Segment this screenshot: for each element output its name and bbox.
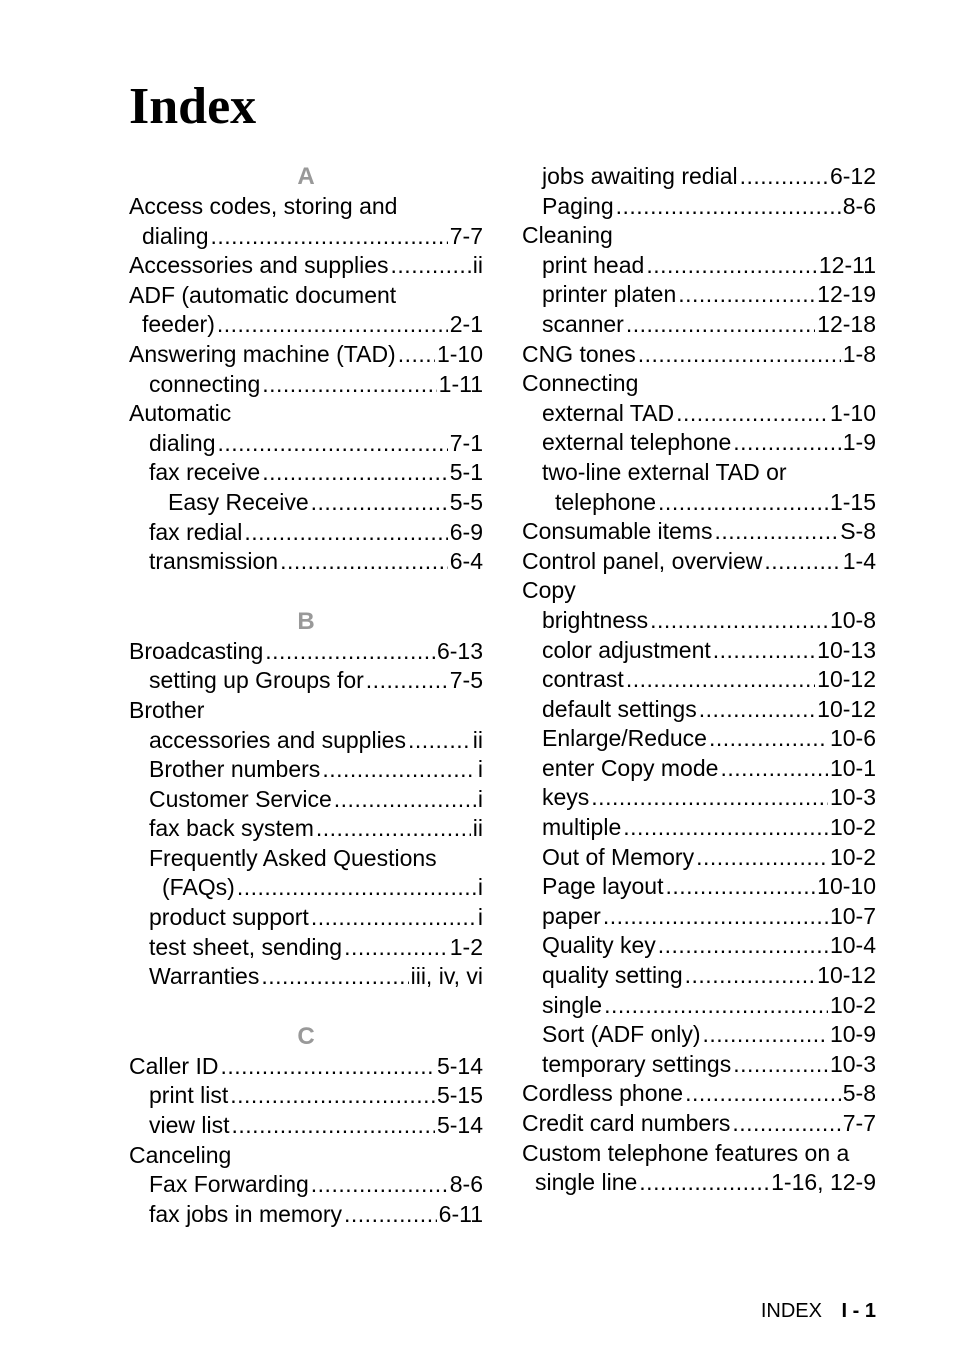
- index-entry-page: 7-1: [449, 429, 483, 456]
- leader-dots: [311, 1170, 448, 1200]
- index-entry-page: ii: [472, 726, 483, 753]
- index-entry-page: S-8: [840, 518, 876, 545]
- index-entry: [522, 636, 876, 666]
- leader-dots: [344, 1200, 437, 1230]
- index-entry: [522, 547, 876, 577]
- index-entry: [522, 280, 876, 310]
- index-entry-label: external TAD: [542, 399, 675, 426]
- index-entry: [129, 755, 483, 785]
- leader-dots: [265, 637, 435, 667]
- index-entry-page: 12-11: [818, 251, 876, 278]
- index-entry-label: fax receive: [149, 459, 261, 486]
- index-entry-label: Caller ID: [129, 1052, 219, 1079]
- index-entry: [129, 1141, 483, 1171]
- index-entry-label: setting up Groups for: [149, 667, 364, 694]
- leader-dots: [638, 340, 841, 370]
- index-entry: [129, 310, 483, 340]
- leader-dots: [709, 724, 828, 754]
- index-entry: [522, 428, 876, 458]
- index-entry-label: Enlarge/Reduce: [542, 725, 707, 752]
- index-entry-label: contrast: [542, 666, 624, 693]
- index-column-right: [522, 162, 876, 1198]
- index-entry-label: enter Copy mode: [542, 754, 719, 781]
- index-entry: [129, 518, 483, 548]
- index-entry-label: Consumable items: [522, 518, 713, 545]
- index-entry-page: 6-4: [449, 548, 483, 575]
- leader-dots: [262, 370, 436, 400]
- index-entry-page: 10-2: [829, 843, 876, 870]
- index-entry-page: 10-12: [817, 695, 876, 722]
- leader-dots: [391, 251, 471, 281]
- index-entry-page: 1-4: [842, 547, 876, 574]
- index-entry-label: ADF (automatic document: [129, 281, 397, 308]
- index-entry-label: quality setting: [542, 962, 683, 989]
- leader-dots: [626, 665, 815, 695]
- index-entry: [522, 1050, 876, 1080]
- index-entry: [129, 488, 483, 518]
- index-entry: [129, 458, 483, 488]
- index-entry-label: Automatic: [129, 400, 232, 427]
- index-entry: [129, 696, 483, 726]
- leader-dots: [732, 1109, 840, 1139]
- index-entry-label: Connecting: [522, 370, 639, 397]
- index-entry-page: 8-6: [842, 192, 876, 219]
- index-entry-page: 1-8: [842, 340, 876, 367]
- index-entry: [522, 251, 876, 281]
- index-entry: [129, 726, 483, 756]
- index-entry-label: fax redial: [149, 518, 243, 545]
- index-entry-page: 6-9: [449, 518, 483, 545]
- leader-dots: [626, 310, 815, 340]
- leader-dots: [733, 1050, 828, 1080]
- index-entry-page: 1-10: [829, 399, 876, 426]
- index-entry: [522, 813, 876, 843]
- leader-dots: [408, 726, 471, 756]
- index-entry: [522, 1079, 876, 1109]
- index-entry-page: 10-3: [829, 784, 876, 811]
- index-entry-page: 5-5: [449, 488, 483, 515]
- index-entry: [129, 1111, 483, 1141]
- index-entry-label: dialing: [149, 429, 216, 456]
- index-entry: [129, 933, 483, 963]
- leader-dots: [676, 399, 828, 429]
- index-entry-label: keys: [542, 784, 590, 811]
- index-entry-label: Frequently Asked Questions: [149, 844, 437, 871]
- index-entry: [522, 192, 876, 222]
- index-entry: [522, 399, 876, 429]
- index-entry-label: Sort (ADF only): [542, 1021, 701, 1048]
- index-entry-page: 1-15: [829, 488, 876, 515]
- index-entry-label: Cordless phone: [522, 1080, 684, 1107]
- index-entry: [129, 814, 483, 844]
- index-entry-label: Custom telephone features on a: [522, 1139, 850, 1166]
- leader-dots: [398, 340, 435, 370]
- index-entry-label: Customer Service: [149, 785, 332, 812]
- index-entry: [129, 429, 483, 459]
- index-entry-label: connecting: [149, 370, 261, 397]
- index-entry-label: Warranties: [149, 963, 260, 990]
- index-entry: [522, 754, 876, 784]
- index-entry-page: 10-4: [829, 932, 876, 959]
- index-entry: [129, 962, 483, 992]
- index-entry-label: Copy: [522, 577, 576, 604]
- index-entry: [522, 931, 876, 961]
- index-entry-page: 10-9: [829, 1021, 876, 1048]
- index-entry: [522, 221, 876, 251]
- leader-dots: [220, 1052, 434, 1082]
- leader-dots: [764, 547, 840, 577]
- index-entry: [522, 872, 876, 902]
- index-entry-label: Credit card numbers: [522, 1110, 731, 1136]
- index-entry-label: external telephone: [542, 429, 732, 456]
- index-entry-label: multiple: [542, 814, 622, 841]
- index-entry: [129, 340, 483, 370]
- leader-dots: [230, 1081, 435, 1111]
- index-entry-label: Out of Memory: [542, 843, 695, 870]
- index-entry: [129, 1081, 483, 1111]
- index-entry-page: 10-8: [829, 606, 876, 633]
- index-entry: [522, 843, 876, 873]
- index-entry: [129, 370, 483, 400]
- index-entry: [522, 369, 876, 399]
- index-entry-label: fax jobs in memory: [149, 1200, 343, 1227]
- index-entry-page: 5-8: [842, 1080, 876, 1107]
- index-entry: [129, 547, 483, 577]
- index-entry-page: 10-6: [829, 725, 876, 752]
- index-entry: [522, 310, 876, 340]
- leader-dots: [740, 162, 828, 192]
- index-entry: [522, 991, 876, 1021]
- page-title: Index: [129, 78, 257, 135]
- index-entry: [522, 665, 876, 695]
- index-entry: [522, 517, 876, 547]
- index-entry-page: i: [477, 874, 483, 901]
- leader-dots: [639, 1168, 769, 1198]
- index-entry-page: ii: [472, 815, 483, 842]
- index-entry-label: accessories and supplies: [149, 726, 406, 753]
- leader-dots: [623, 813, 828, 843]
- leader-dots: [665, 872, 815, 902]
- page-footer: [761, 1300, 876, 1323]
- index-entry-page: 1-2: [449, 933, 483, 960]
- leader-dots: [261, 962, 408, 992]
- leader-dots: [217, 310, 448, 340]
- leader-dots: [218, 429, 448, 459]
- leader-dots: [699, 695, 815, 725]
- leader-dots: [714, 517, 838, 547]
- index-entry-label: fax back system: [149, 815, 314, 842]
- index-entry-page: 8-6: [449, 1171, 483, 1198]
- index-entry: [522, 1020, 876, 1050]
- index-entry-label: jobs awaiting redial: [542, 163, 738, 189]
- index-entry-page: 10-1: [829, 754, 876, 781]
- index-entry-label: feeder): [142, 311, 215, 338]
- index-entry-label: Access codes, storing and: [129, 193, 398, 219]
- leader-dots: [344, 933, 448, 963]
- index-column-left: [129, 162, 483, 1229]
- index-entry: [522, 724, 876, 754]
- index-entry-page: 5-14: [436, 1052, 483, 1079]
- index-entry: [129, 1170, 483, 1200]
- index-entry-label: Quality key: [542, 932, 656, 959]
- index-entry-page: 10-12: [817, 962, 876, 989]
- index-entry-page: ii: [472, 252, 483, 279]
- index-entry-label: Brother numbers: [149, 756, 321, 783]
- index-entry-page: 10-10: [817, 873, 876, 900]
- leader-dots: [366, 666, 448, 696]
- section-letter: C: [297, 1022, 315, 1050]
- index-entry-page: 7-5: [449, 667, 483, 694]
- index-entry-label: scanner: [542, 310, 624, 337]
- index-entry-page: 1-16, 12-9: [771, 1169, 876, 1196]
- index-entry: [522, 606, 876, 636]
- index-entry-label: temporary settings: [542, 1050, 732, 1077]
- index-entry: [522, 1109, 876, 1139]
- index-entry: [522, 576, 876, 606]
- index-entry-page: 6-11: [438, 1200, 483, 1227]
- index-entry-label: Control panel, overview: [522, 547, 763, 574]
- index-entry-page: 7-7: [449, 222, 483, 249]
- index-entry-label: Cleaning: [522, 222, 613, 249]
- index-entry-label: Canceling: [129, 1141, 232, 1168]
- index-entry-label: printer platen: [542, 281, 677, 308]
- index-entry: [129, 873, 483, 903]
- index-entry: [129, 281, 483, 311]
- index-entry-label: print head: [542, 251, 645, 278]
- leader-dots: [311, 488, 448, 518]
- index-entry-label: Answering machine (TAD): [129, 340, 396, 367]
- index-entry-page: 1-9: [842, 429, 876, 456]
- index-entry-label: product support: [149, 904, 309, 931]
- index-entry-label: Fax Forwarding: [149, 1171, 309, 1198]
- index-entry-label: brightness: [542, 606, 649, 633]
- index-entry-page: 10-7: [829, 902, 876, 929]
- leader-dots: [685, 1079, 841, 1109]
- index-entry-page: 10-2: [829, 814, 876, 841]
- index-entry: [522, 961, 876, 991]
- leader-dots: [280, 547, 448, 577]
- index-entry-page: iii, iv, vi: [410, 963, 483, 990]
- leader-dots: [713, 636, 815, 666]
- index-entry-page: 2-1: [449, 311, 483, 338]
- index-entry-page: i: [477, 785, 483, 812]
- index-entry-page: 10-12: [817, 666, 876, 693]
- leader-dots: [322, 755, 476, 785]
- leader-dots: [311, 903, 476, 933]
- footer-page-number: I - 1: [841, 1300, 876, 1322]
- index-entry: [129, 1052, 483, 1082]
- index-entry: [129, 251, 483, 281]
- index-entry-label: Easy Receive: [168, 488, 309, 515]
- index-entry-label: Brother: [129, 696, 205, 723]
- index-entry-page: 12-18: [817, 310, 876, 337]
- leader-dots: [316, 814, 471, 844]
- index-entry-page: 10-2: [829, 991, 876, 1018]
- leader-dots: [733, 428, 840, 458]
- index-entry-label: color adjustment: [542, 636, 711, 663]
- index-entry-page: i: [477, 904, 483, 931]
- index-entry: [129, 192, 483, 222]
- index-entry: [522, 1139, 876, 1169]
- index-entry-label: dialing: [142, 222, 209, 249]
- index-entry-label: view list: [149, 1112, 230, 1139]
- leader-dots: [591, 783, 828, 813]
- index-entry-label: paper: [542, 902, 601, 929]
- index-entry-label: Broadcasting: [129, 637, 264, 664]
- index-entry-page: 10-3: [829, 1050, 876, 1077]
- index-entry-label: single line: [535, 1169, 638, 1196]
- index-entry: [129, 399, 483, 429]
- index-entry: [129, 1200, 483, 1230]
- leader-dots: [237, 873, 476, 903]
- leader-dots: [685, 961, 816, 991]
- index-entry: [522, 1168, 876, 1198]
- index-entry-page: 7-7: [842, 1110, 876, 1136]
- leader-dots: [232, 1111, 435, 1141]
- index-entry: [129, 666, 483, 696]
- index-entry: [129, 785, 483, 815]
- index-entry: [522, 695, 876, 725]
- index-entry-label: single: [542, 991, 603, 1018]
- index-entry-label: two-line external TAD or: [542, 458, 787, 485]
- index-entry-page: 1-11: [438, 370, 483, 397]
- index-entry: [522, 488, 876, 518]
- index-entry-label: default settings: [542, 695, 697, 722]
- leader-dots: [603, 902, 828, 932]
- index-entry-page: 6-13: [436, 637, 483, 664]
- leader-dots: [678, 280, 815, 310]
- leader-dots: [334, 785, 476, 815]
- index-entry-label: Accessories and supplies: [129, 252, 389, 279]
- leader-dots: [646, 251, 817, 281]
- leader-dots: [244, 518, 447, 548]
- index-entry: [522, 783, 876, 813]
- index-entry: [522, 162, 876, 192]
- index-entry: [129, 222, 483, 252]
- index-entry-label: transmission: [149, 548, 279, 575]
- section-letter: B: [297, 607, 315, 635]
- section-letter: A: [297, 163, 315, 190]
- index-entry: [129, 637, 483, 667]
- index-entry: [522, 902, 876, 932]
- index-entry: [522, 340, 876, 370]
- index-entry-page: 5-14: [436, 1112, 483, 1139]
- footer-section-label: INDEX: [760, 1300, 822, 1322]
- index-entry-label: telephone: [555, 488, 657, 515]
- index-entry: [129, 844, 483, 874]
- index-entry-label: CNG tones: [522, 340, 636, 367]
- leader-dots: [616, 192, 841, 222]
- index-entry: [129, 903, 483, 933]
- leader-dots: [658, 931, 828, 961]
- leader-dots: [262, 458, 448, 488]
- index-entry-page: i: [477, 756, 483, 783]
- index-entry-page: 6-12: [829, 163, 876, 189]
- index-entry-label: Paging: [542, 192, 614, 219]
- index-entry-label: test sheet, sending: [149, 933, 343, 960]
- index-entry-page: 10-13: [817, 636, 876, 663]
- index-entry-label: print list: [149, 1082, 229, 1109]
- leader-dots: [696, 843, 828, 873]
- leader-dots: [702, 1020, 827, 1050]
- index-entry-page: 5-1: [449, 459, 483, 486]
- index-entry-page: 12-19: [817, 281, 876, 308]
- leader-dots: [604, 991, 828, 1021]
- leader-dots: [650, 606, 828, 636]
- index-entry-page: 1-10: [436, 340, 483, 367]
- index-entry-label: (FAQs): [162, 874, 235, 901]
- leader-dots: [720, 754, 828, 784]
- leader-dots: [211, 222, 448, 252]
- leader-dots: [658, 488, 828, 518]
- index-entry-page: 5-15: [436, 1082, 483, 1109]
- index-entry-label: Page layout: [542, 873, 664, 900]
- index-entry: [522, 458, 876, 488]
